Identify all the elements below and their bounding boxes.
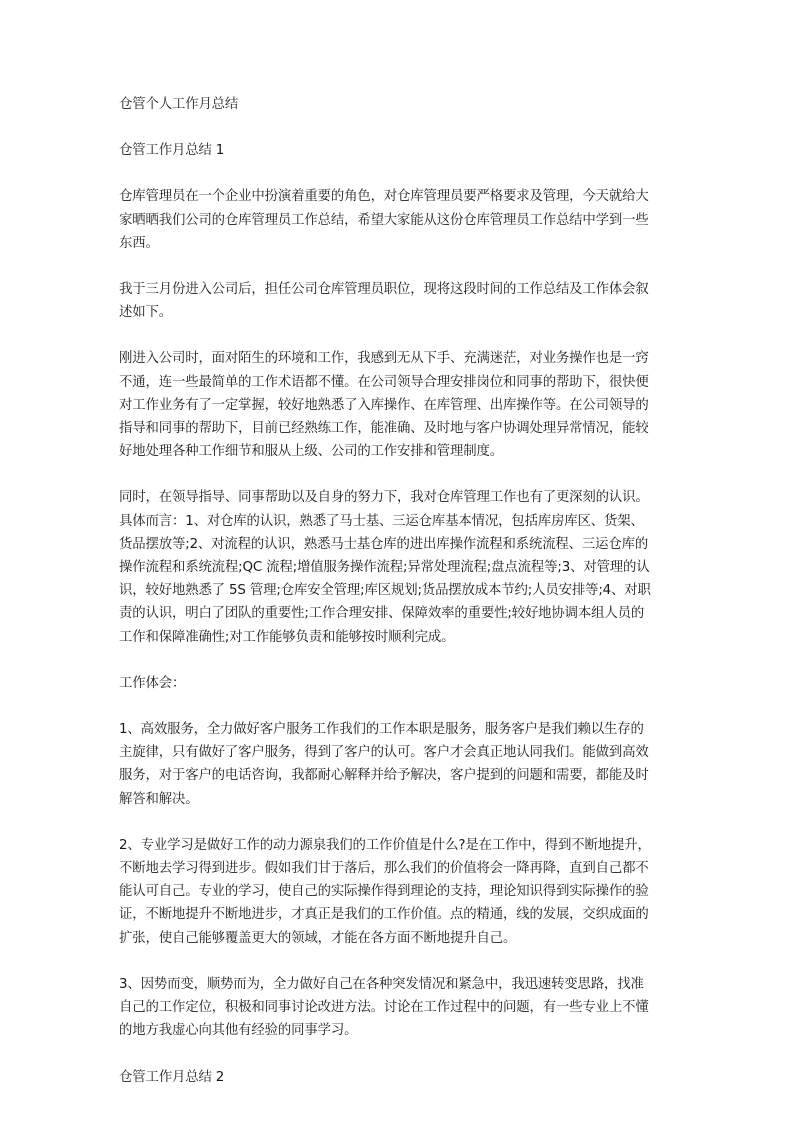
text-line: 主旋律，只有做好了客户服务，得到了客户的认可。客户才会真正地认同我们。能做到高效 bbox=[119, 745, 649, 761]
section-heading-1 bbox=[119, 139, 675, 162]
paragraph-intro bbox=[119, 185, 675, 255]
text-line: 自己的工作定位，积极和同事讨论改进方法。讨论在工作过程中的问题，有一些专业上不懂 bbox=[119, 1000, 649, 1016]
text-line: 货品摆放等;2、对流程的认识，熟悉马士基仓库的进出库操作流程和系统流程、三运仓库的 bbox=[119, 536, 649, 552]
paragraph-point-1 bbox=[119, 718, 675, 811]
text-line: 仓库管理员在一个企业中扮演着重要的角色，对仓库管理员要严格要求及管理，今天就给大 bbox=[119, 189, 649, 205]
text-line: 对工作业务有了一定掌握，较好地熟悉了入库操作、在库管理、出库操作等。在公司领导的 bbox=[119, 397, 649, 413]
text-line: 具体而言：1、对仓库的认识，熟悉了马士基、三运仓库基本情况，包括库房库区、货架、 bbox=[119, 513, 644, 529]
section-heading-2 bbox=[119, 1066, 675, 1089]
text-line: 的地方我虚心向其他有经验的同事学习。 bbox=[119, 1023, 358, 1039]
text-line: 不断地去学习得到进步。假如我们甘于落后，那么我们的价值将会一降再降，直到自己都不 bbox=[119, 861, 649, 877]
text-line: 1、高效服务，全力做好客户服务工作我们的工作本职是服务，服务客户是我们赖以生存的 bbox=[119, 722, 644, 738]
text-line: 证，不断地提升不断地进步，才真正是我们的工作价值。点的精通，线的发展，交织成面的 bbox=[119, 907, 649, 923]
paragraph-point-2 bbox=[119, 834, 675, 950]
text-line: 2、专业学习是做好工作的动力源泉我们的工作价值是什么?是在工作中，得到不断地提升， bbox=[119, 837, 651, 853]
document-title bbox=[119, 93, 675, 116]
text-line: 不通，连一些最简单的工作术语都不懂。在公司领导合理安排岗位和同事的帮助下，很快便 bbox=[119, 374, 649, 390]
paragraph-understanding bbox=[119, 486, 675, 648]
text-line: 家晒晒我们公司的仓库管理员工作总结，希望大家能从这份仓库管理员工作总结中学到一些 bbox=[119, 212, 649, 228]
section-heading-1-text: 仓管工作月总结 1 bbox=[119, 143, 225, 159]
text-line: 解答和解决。 bbox=[119, 791, 199, 807]
text-line: 述如下。 bbox=[119, 305, 172, 321]
text-line: 能认可自己。专业的学习，使自己的实际操作得到理论的支持，理论知识得到实际操作的验 bbox=[119, 884, 649, 900]
text-line: 东西。 bbox=[119, 235, 159, 251]
text-line: 操作流程和系统流程;QC 流程;增值服务操作流程;异常处理流程;盘点流程等;3、对管理的认 bbox=[119, 560, 650, 576]
document-title-text: 仓管个人工作月总结 bbox=[119, 97, 239, 112]
text-line: 3、因势而变，顺势而为，全力做好自己在各种突发情况和紧急中，我迅速转变思路，找准 bbox=[119, 976, 644, 992]
section-heading-2-text: 仓管工作月总结 2 bbox=[119, 1069, 225, 1085]
text-line: 工作体会： bbox=[119, 675, 186, 691]
text-line: 好地处理各种工作细节和服从上级、公司的工作安排和管理制度。 bbox=[119, 444, 503, 460]
text-line: 责的认识，明白了团队的重要性;工作合理安排、保障效率的重要性;较好地协调本组人员的 bbox=[119, 606, 645, 622]
paragraph-position bbox=[119, 278, 675, 324]
paragraph-onboarding bbox=[119, 347, 675, 463]
text-line: 同时，在领导指导、同事帮助以及自身的努力下，我对仓库管理工作也有了更深刻的认识。 bbox=[119, 490, 649, 506]
paragraph-experience-heading bbox=[119, 672, 675, 695]
text-line: 扩张，使自己能够覆盖更大的领域，才能在各方面不断地提升自己。 bbox=[119, 930, 517, 946]
document-page bbox=[119, 93, 675, 1112]
text-line: 指导和同事的帮助下，目前已经熟练工作，能准确、及时地与客户协调处理异常情况，能较 bbox=[119, 421, 649, 437]
text-line: 我于三月份进入公司后，担任公司仓库管理员职位，现将这段时间的工作总结及工作体会叙 bbox=[119, 282, 649, 298]
text-line: 工作和保障准确性;对工作能够负责和能够按时顺利完成。 bbox=[119, 629, 455, 645]
text-line: 服务，对于客户的电话咨询，我都耐心解释并给予解决，客户提到的问题和需要，都能及时 bbox=[119, 768, 649, 784]
text-line: 识，较好地熟悉了 5S 管理;仓库安全管理;库区规划;货品摆放成本节约;人员安排等;4、对职 bbox=[119, 583, 651, 599]
text-line: 刚进入公司时，面对陌生的环境和工作，我感到无从下手、充满迷茫，对业务操作也是一窍 bbox=[119, 351, 649, 367]
paragraph-point-3 bbox=[119, 973, 675, 1043]
